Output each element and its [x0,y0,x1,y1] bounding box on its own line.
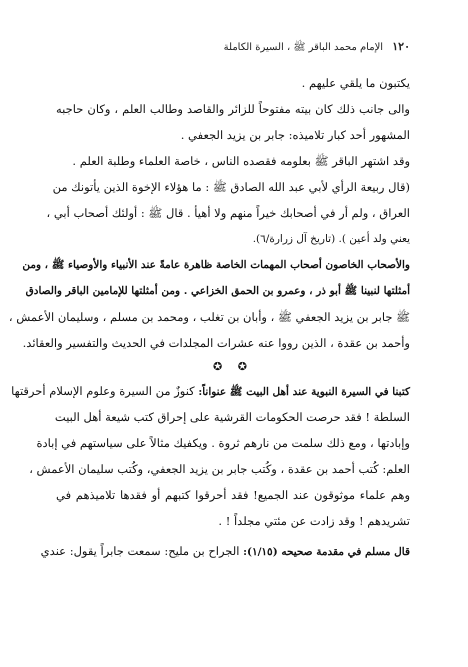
running-title: الإمام محمد الباقر ﷺ ، السيرة الكاملة [223,42,384,53]
text-line: وقد اشتهر الباقر ﷺ بعلومه فقصده الناس ، خاصة العلماء وطلبة العلم . [72,154,410,168]
text-line: كتبنا في السيرة النبوية عند أهل البيت ﷺ عنواناً: كنوزٌ من السيرة وعلوم الإسلام أحرقتها [11,384,410,398]
text-line: المشهور أحد كبار تلاميذه: جابر بن يزيد الجعفي . [180,128,410,142]
text-line: وهم علماء موثوقون عند الجميع! فقد أحرقوا كتبهم أو فقدها تلاميذهم في [56,488,410,502]
text-line: يعني ولد أعين ). (تاريخ آل زرارة/٦). [252,233,410,245]
page-header [58,40,410,56]
text-line: السلطة ! فقد حرصت الحكومات القرشية على إحراق كتب شيعة أهل البيت [54,410,410,424]
text-line: (قال ربيعة الرأي لأبي عبد الله الصادق ﷺ : ما هؤلاء الإخوة الذين يأتونك من [52,180,410,194]
page-number: ١٢٠ [392,40,410,53]
text-line: والى جانب ذلك كان بيته مفتوحاً للزائر والقاصد وطالب العلم ، وكان حاجبه [56,102,410,116]
bold-lead: قال مسلم في مقدمة صحيحه (١/١٥): [243,546,410,558]
bold-lead: كتبنا في السيرة النبوية عند أهل البيت ﷺ عنواناً: [198,386,410,398]
text-line: قال مسلم في مقدمة صحيحه (١/١٥): الجراح بن مليح: سمعت جابراً يقول: عندي [40,544,410,558]
section-separator: ✪ ✪ [213,360,253,373]
text-line: أمثلتها لنبينا ﷺ أبو ذر ، وعمرو بن الحمق الخزاعي . ومن أمثلتها للإمامين الباقر والصادق [25,285,410,297]
text-line: تشريدهم ! وقد زادت عن مئتي مجلداً ! . [218,514,410,528]
text-line: العراق ، ولم أر في أصحابك خيراً منهم ولا أهيأ . قال ﷺ : أولئك أصحاب أبي ، [46,206,410,220]
text-line: العلم: كُتب أحمد بن عقدة ، وكُتب جابر بن يزيد الجعفي، وكُتب سليمان الأعمش ، [29,462,410,476]
text-line: يكتبون ما يلقي عليهم . [301,76,410,90]
text-line: والأصحاب الخاصون أصحاب المهمات الخاصة ظاهرة عامةً عند الأنبياء والأوصياء ﷺ ، ومن [22,259,410,271]
text-line: ﷺ جابر بن يزيد الجعفي ﷺ ، وأبان بن تغلب ، ومحمد بن مسلم ، وسليمان الأعمش ، [8,310,410,324]
text-line: وإبادتها ، ومع ذلك سلمت من نارهم ثروة . ويكفيك مثالاً على سياستهم في إبادة [36,436,410,450]
text-line: وأحمد بن عقدة ، الذين رووا عنه عشرات المجلدات في الحديث والتفسير والعقائد. [22,336,410,350]
page-body [8,70,410,564]
